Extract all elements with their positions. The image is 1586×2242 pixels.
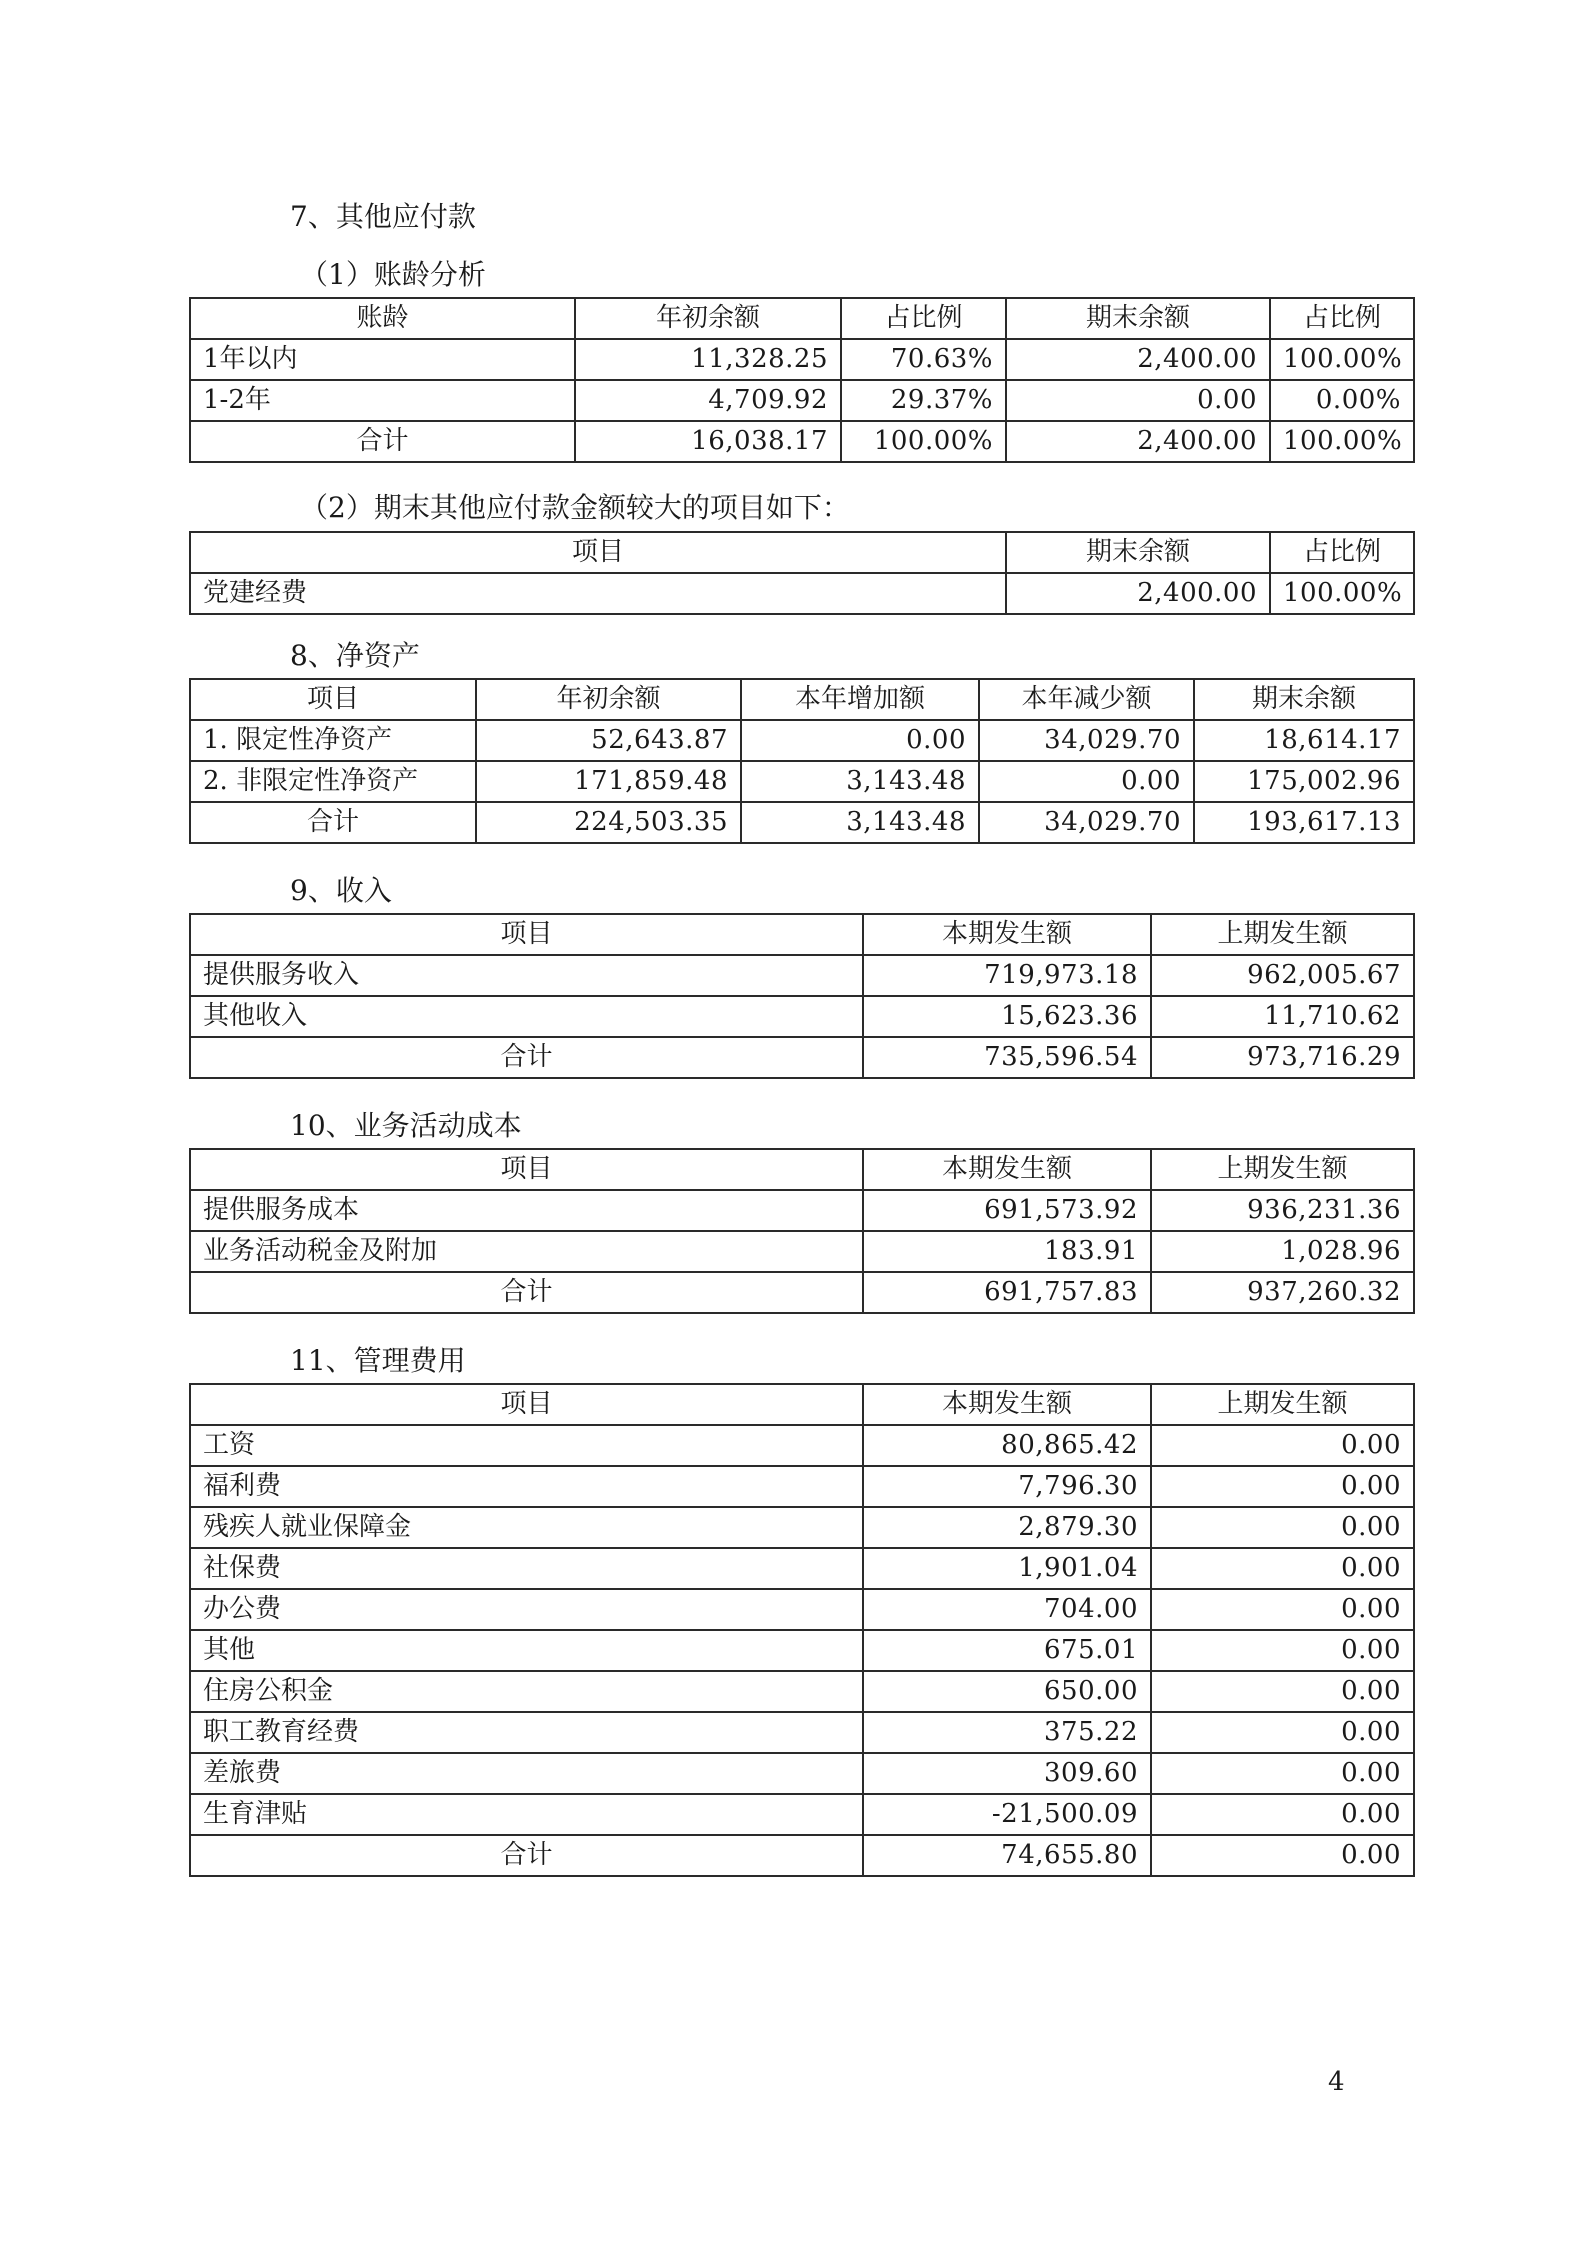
table-header-cell: 期末余额: [1006, 298, 1270, 339]
table-cell: 309.60: [863, 1753, 1151, 1794]
table-header-cell: 年初余额: [575, 298, 841, 339]
table-cell: 7,796.30: [863, 1466, 1151, 1507]
table-cell: 171,859.48: [476, 761, 741, 802]
table-row: [190, 996, 1414, 1037]
table-cell: 0.00: [741, 720, 979, 761]
section-8-heading: 8、净资产: [290, 639, 420, 672]
section-7-sub2: （2）期末其他应付款金额较大的项目如下：: [300, 491, 850, 524]
table-cell: 残疾人就业保障金: [190, 1507, 863, 1548]
table-cell: 11,710.62: [1151, 996, 1414, 1037]
table-cell: 0.00: [1151, 1425, 1414, 1466]
table-header-cell: 年初余额: [476, 679, 741, 720]
section-9-heading: 9、收入: [290, 874, 392, 907]
table-total-row: [190, 802, 1414, 843]
table-header-cell: 占比例: [1270, 532, 1414, 573]
table-row: [190, 1190, 1414, 1231]
table-cell: 34,029.70: [979, 720, 1194, 761]
table-cell: 0.00: [1151, 1507, 1414, 1548]
section-7-sub1: （1）账龄分析: [300, 258, 486, 291]
table-header-row: [190, 532, 1414, 573]
table-cell: 0.00: [1151, 1794, 1414, 1835]
table-header-cell: 占比例: [1270, 298, 1414, 339]
table-header-cell: 本年减少额: [979, 679, 1194, 720]
table-total-row: [190, 1037, 1414, 1078]
table-cell: 0.00: [1151, 1548, 1414, 1589]
table-row: [190, 1753, 1414, 1794]
table-cell: 3,143.48: [741, 761, 979, 802]
table-header-cell: 本年增加额: [741, 679, 979, 720]
admin-expense-table: [189, 1383, 1415, 1877]
table-header-row: [190, 298, 1414, 339]
table-cell: 100.00%: [841, 421, 1006, 462]
table-cell: 1,028.96: [1151, 1231, 1414, 1272]
table-row: [190, 1671, 1414, 1712]
table-cell: 70.63%: [841, 339, 1006, 380]
table-cell: 675.01: [863, 1630, 1151, 1671]
large-payables-table: [189, 531, 1415, 615]
table-cell: 提供服务收入: [190, 955, 863, 996]
table-cell: 社保费: [190, 1548, 863, 1589]
table-cell: 1. 限定性净资产: [190, 720, 476, 761]
table-row: [190, 1589, 1414, 1630]
table-cell: 937,260.32: [1151, 1272, 1414, 1313]
table-cell: 福利费: [190, 1466, 863, 1507]
table-cell: 52,643.87: [476, 720, 741, 761]
table-row: [190, 761, 1414, 802]
table-cell: 合计: [190, 1835, 863, 1876]
table-cell: 0.00%: [1270, 380, 1414, 421]
table-total-row: [190, 1272, 1414, 1313]
table-cell: 175,002.96: [1194, 761, 1414, 802]
table-cell: 4,709.92: [575, 380, 841, 421]
table-header-cell: 期末余额: [1194, 679, 1414, 720]
table-cell: 合计: [190, 421, 575, 462]
table-header-cell: 本期发生额: [863, 1149, 1151, 1190]
table-cell: 合计: [190, 1037, 863, 1078]
table-cell: 2. 非限定性净资产: [190, 761, 476, 802]
table-cell: 2,400.00: [1006, 421, 1270, 462]
table-cell: 100.00%: [1270, 421, 1414, 462]
section-11-heading: 11、管理费用: [290, 1344, 466, 1377]
table-cell: 0.00: [1151, 1589, 1414, 1630]
table-cell: 0.00: [1151, 1712, 1414, 1753]
table-cell: 其他: [190, 1630, 863, 1671]
table-cell: 74,655.80: [863, 1835, 1151, 1876]
table-row: [190, 720, 1414, 761]
table-header-cell: 账龄: [190, 298, 575, 339]
table-cell: 2,879.30: [863, 1507, 1151, 1548]
table-cell: -21,500.09: [863, 1794, 1151, 1835]
table-header-cell: 项目: [190, 532, 1006, 573]
net-assets-table: [189, 678, 1415, 844]
table-header-row: [190, 1149, 1414, 1190]
table-cell: 住房公积金: [190, 1671, 863, 1712]
table-cell: 691,573.92: [863, 1190, 1151, 1231]
table-cell: 0.00: [1151, 1671, 1414, 1712]
table-cell: 193,617.13: [1194, 802, 1414, 843]
revenue-table: [189, 913, 1415, 1079]
section-7-heading: 7、其他应付款: [290, 200, 476, 233]
table-header-cell: 上期发生额: [1151, 1384, 1414, 1425]
table-cell: 16,038.17: [575, 421, 841, 462]
section-10-heading: 10、业务活动成本: [290, 1109, 522, 1142]
table-cell: 0.00: [1151, 1466, 1414, 1507]
table-cell: 11,328.25: [575, 339, 841, 380]
table-cell: 提供服务成本: [190, 1190, 863, 1231]
table-cell: 合计: [190, 1272, 863, 1313]
table-cell: 1,901.04: [863, 1548, 1151, 1589]
table-cell: 650.00: [863, 1671, 1151, 1712]
table-cell: 100.00%: [1270, 339, 1414, 380]
table-cell: 党建经费: [190, 573, 1006, 614]
table-cell: 2,400.00: [1006, 573, 1270, 614]
table-row: [190, 955, 1414, 996]
table-cell: 0.00: [1151, 1630, 1414, 1671]
table-header-cell: 期末余额: [1006, 532, 1270, 573]
table-cell: 183.91: [863, 1231, 1151, 1272]
table-row: [190, 1712, 1414, 1753]
table-row: [190, 573, 1414, 614]
table-row: [190, 1794, 1414, 1835]
table-row: [190, 380, 1414, 421]
table-row: [190, 1466, 1414, 1507]
table-header-cell: 占比例: [841, 298, 1006, 339]
table-header-row: [190, 1384, 1414, 1425]
table-cell: 其他收入: [190, 996, 863, 1037]
table-cell: 719,973.18: [863, 955, 1151, 996]
table-total-row: [190, 1835, 1414, 1876]
table-row: [190, 1548, 1414, 1589]
table-header-cell: 上期发生额: [1151, 1149, 1414, 1190]
table-header-cell: 本期发生额: [863, 1384, 1151, 1425]
table-cell: 80,865.42: [863, 1425, 1151, 1466]
table-cell: 合计: [190, 802, 476, 843]
table-header-row: [190, 679, 1414, 720]
table-cell: 735,596.54: [863, 1037, 1151, 1078]
table-cell: 973,716.29: [1151, 1037, 1414, 1078]
table-header-cell: 项目: [190, 914, 863, 955]
business-cost-table: [189, 1148, 1415, 1314]
table-cell: 18,614.17: [1194, 720, 1414, 761]
aging-analysis-table: [189, 297, 1415, 463]
page-number: 4: [1328, 2067, 1345, 2097]
table-cell: 100.00%: [1270, 573, 1414, 614]
table-cell: 15,623.36: [863, 996, 1151, 1037]
table-row: [190, 1231, 1414, 1272]
table-row: [190, 1630, 1414, 1671]
table-header-cell: 本期发生额: [863, 914, 1151, 955]
table-cell: 29.37%: [841, 380, 1006, 421]
table-cell: 936,231.36: [1151, 1190, 1414, 1231]
table-cell: 0.00: [1006, 380, 1270, 421]
table-header-row: [190, 914, 1414, 955]
table-cell: 0.00: [1151, 1835, 1414, 1876]
table-cell: 1年以内: [190, 339, 575, 380]
table-cell: 1-2年: [190, 380, 575, 421]
table-cell: 生育津贴: [190, 1794, 863, 1835]
table-header-cell: 项目: [190, 679, 476, 720]
table-row: [190, 339, 1414, 380]
table-cell: 差旅费: [190, 1753, 863, 1794]
table-cell: 3,143.48: [741, 802, 979, 843]
table-row: [190, 1507, 1414, 1548]
table-cell: 2,400.00: [1006, 339, 1270, 380]
table-total-row: [190, 421, 1414, 462]
table-cell: 962,005.67: [1151, 955, 1414, 996]
table-cell: 办公费: [190, 1589, 863, 1630]
table-cell: 375.22: [863, 1712, 1151, 1753]
table-header-cell: 项目: [190, 1149, 863, 1190]
table-cell: 业务活动税金及附加: [190, 1231, 863, 1272]
table-header-cell: 上期发生额: [1151, 914, 1414, 955]
table-row: [190, 1425, 1414, 1466]
table-cell: 34,029.70: [979, 802, 1194, 843]
table-cell: 224,503.35: [476, 802, 741, 843]
table-cell: 0.00: [979, 761, 1194, 802]
table-cell: 职工教育经费: [190, 1712, 863, 1753]
table-cell: 691,757.83: [863, 1272, 1151, 1313]
table-header-cell: 项目: [190, 1384, 863, 1425]
table-cell: 0.00: [1151, 1753, 1414, 1794]
table-cell: 704.00: [863, 1589, 1151, 1630]
table-cell: 工资: [190, 1425, 863, 1466]
